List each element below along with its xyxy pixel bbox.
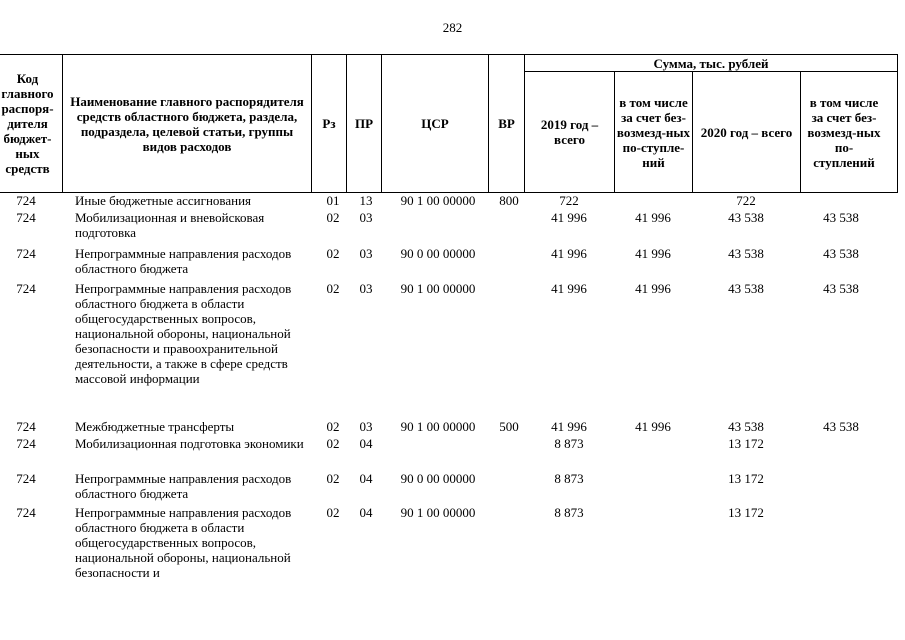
cell-rz: 02 [326, 281, 340, 296]
header-2019-total: 2019 год – всего [524, 71, 615, 193]
cell-rz: 01 [326, 193, 340, 208]
cell-code: 724 [16, 193, 36, 208]
cell-2020-free: 43 538 [823, 281, 859, 296]
header-2020-total: 2020 год – всего [692, 71, 801, 193]
cell-2019-total: 41 996 [551, 419, 587, 434]
table-row [0, 436, 898, 471]
cell-code: 724 [16, 505, 36, 520]
header-vr: ВР [488, 54, 525, 193]
cell-vr: 500 [499, 419, 519, 434]
cell-2019-free: 41 996 [635, 210, 671, 225]
table-row [0, 281, 898, 419]
cell-2019-total: 8 873 [554, 436, 584, 451]
cell-name: Иные бюджетные ассигнования [75, 193, 252, 208]
cell-2019-total: 41 996 [551, 246, 587, 261]
cell-vr: 800 [499, 193, 519, 208]
budget-table [0, 54, 898, 590]
cell-2020-total: 722 [736, 193, 756, 208]
cell-name: Непрограммные направления расходов областного бюджета в области общегосударственных вопросов, национальной обороны, национальной безопасности и правоохранительной деятельности, а также в сфере средств массовой информации [75, 281, 292, 386]
cell-2020-free: 43 538 [823, 246, 859, 261]
cell-code: 724 [16, 246, 36, 261]
cell-2020-total: 13 172 [728, 436, 764, 451]
cell-pr: 13 [359, 193, 373, 208]
header-rz: Рз [311, 54, 347, 193]
cell-2019-free: 41 996 [635, 419, 671, 434]
cell-csr: 90 1 00 00000 [400, 193, 476, 208]
header-2019-free: в том числе за счет без-возмезд-ных по-ступле-ний [614, 71, 693, 193]
cell-name: Мобилизационная подготовка экономики [75, 436, 304, 451]
cell-2019-free: 41 996 [635, 246, 671, 261]
cell-2020-total: 43 538 [728, 246, 764, 261]
cell-2019-total: 8 873 [554, 505, 584, 520]
table-row [0, 419, 898, 436]
cell-csr: 90 1 00 00000 [400, 419, 476, 434]
cell-csr: 90 1 00 00000 [400, 505, 476, 520]
table-row [0, 505, 898, 590]
cell-name: Непрограммные направления расходов областного бюджета [75, 246, 292, 276]
cell-pr: 03 [359, 419, 373, 434]
table-row [0, 246, 898, 281]
cell-name: Мобилизационная и вневойсковая подготовка [75, 210, 265, 240]
cell-pr: 03 [359, 281, 373, 296]
cell-2020-free: 43 538 [823, 210, 859, 225]
cell-pr: 04 [359, 471, 373, 486]
header-code: Код главного распоря-дителя бюджет-ных средств [0, 54, 63, 193]
cell-csr: 90 0 00 00000 [400, 471, 476, 486]
cell-2020-total: 43 538 [728, 210, 764, 225]
cell-code: 724 [16, 471, 36, 486]
table-row [0, 193, 898, 210]
cell-name: Непрограммные направления расходов областного бюджета [75, 471, 292, 501]
cell-code: 724 [16, 210, 36, 225]
cell-2019-total: 41 996 [551, 210, 587, 225]
cell-2019-free: 41 996 [635, 281, 671, 296]
cell-2019-total: 41 996 [551, 281, 587, 296]
cell-2020-total: 13 172 [728, 505, 764, 520]
cell-code: 724 [16, 419, 36, 434]
cell-rz: 02 [326, 436, 340, 451]
cell-2020-free: 43 538 [823, 419, 859, 434]
cell-2020-total: 43 538 [728, 419, 764, 434]
header-pr: ПР [346, 54, 382, 193]
table-header [0, 54, 898, 193]
header-name: Наименование главного распорядителя средств областного бюджета, раздела, подраздела, целевой статьи, группы видов расходов [62, 54, 312, 193]
cell-name: Непрограммные направления расходов областного бюджета в области общегосударственных вопросов, национальной обороны, национальной безопасности и [75, 505, 292, 580]
cell-rz: 02 [326, 505, 340, 520]
cell-2020-total: 43 538 [728, 281, 764, 296]
cell-rz: 02 [326, 210, 340, 225]
table-body [0, 193, 898, 590]
header-csr: ЦСР [381, 54, 489, 193]
cell-pr: 03 [359, 210, 373, 225]
cell-pr: 04 [359, 436, 373, 451]
header-2020-free: в том числе за счет без-возмезд-ных по-ступлений [800, 71, 898, 193]
cell-pr: 03 [359, 246, 373, 261]
cell-pr: 04 [359, 505, 373, 520]
cell-2019-total: 8 873 [554, 471, 584, 486]
cell-name: Межбюджетные трансферты [75, 419, 235, 434]
cell-csr: 90 0 00 00000 [400, 246, 476, 261]
cell-rz: 02 [326, 471, 340, 486]
header-sum: Сумма, тыс. рублей [524, 54, 898, 72]
cell-2020-total: 13 172 [728, 471, 764, 486]
cell-code: 724 [16, 436, 36, 451]
table-row [0, 210, 898, 246]
cell-rz: 02 [326, 246, 340, 261]
cell-csr: 90 1 00 00000 [400, 281, 476, 296]
table-row [0, 471, 898, 505]
cell-code: 724 [16, 281, 36, 296]
page-number: 282 [442, 20, 463, 35]
cell-rz: 02 [326, 419, 340, 434]
cell-2019-total: 722 [559, 193, 579, 208]
